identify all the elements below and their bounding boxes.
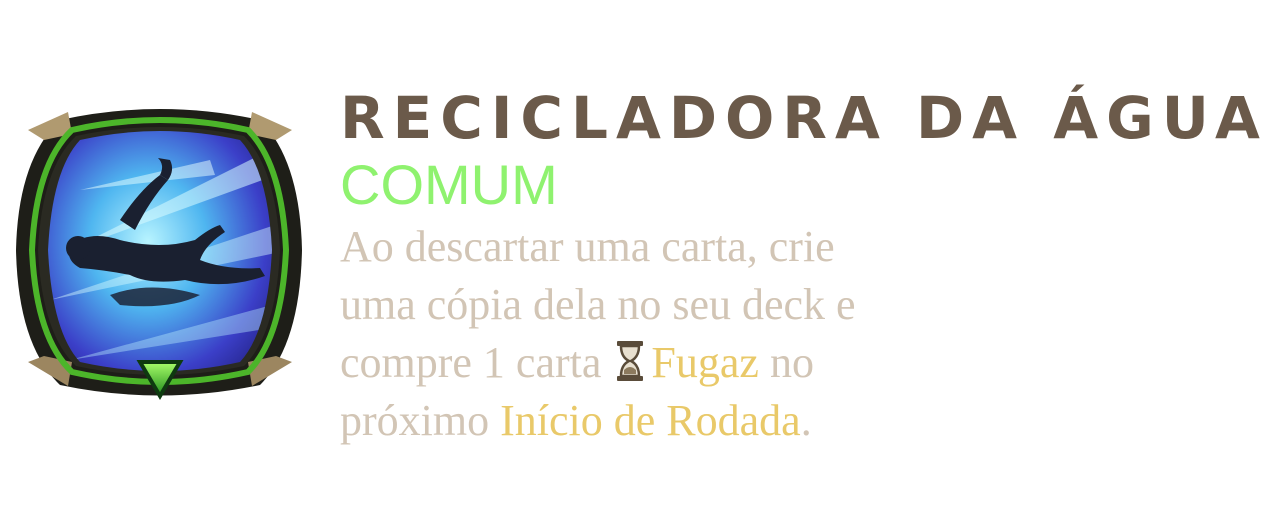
description-line-2: uma cópia dela no seu deck e [340,280,856,329]
description-text: . [800,396,812,445]
description-line-4 [340,392,1020,450]
description-text: próximo [340,396,501,445]
keyword-round-start[interactable]: Início de Rodada [500,396,801,445]
description-line-1: Ao descartar uma carta, crie [340,222,835,271]
card-description [340,218,1020,450]
hourglass-icon [615,339,645,383]
description-text: no [758,338,814,387]
description-text: compre 1 carta [340,338,602,387]
card-name: RECICLADORA DA ÁGUA [340,84,1268,152]
card-rarity: COMUM [340,153,558,216]
keyword-fleeting[interactable]: Fugaz [651,338,759,387]
card-art-frame[interactable] [10,100,310,405]
card-art-svg [10,100,310,405]
card-text-block [340,78,1268,450]
description-line-3 [340,334,1020,392]
